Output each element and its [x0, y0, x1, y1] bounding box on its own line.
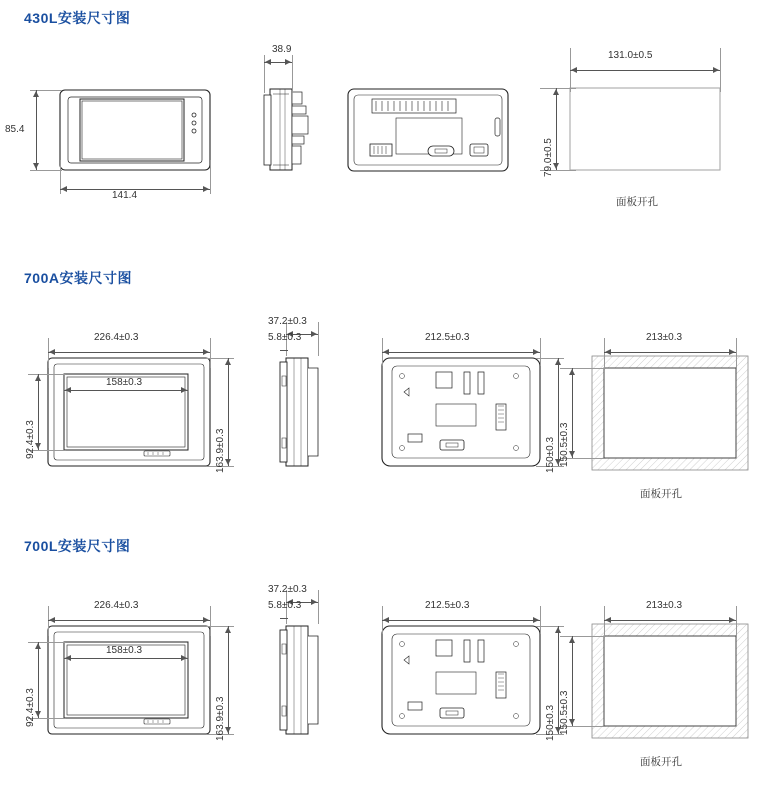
section-title-700l: 700L安装尺寸图: [24, 538, 131, 554]
drawing-700l-front-view: [44, 620, 224, 740]
section-title-700a: 700A安装尺寸图: [24, 270, 132, 286]
drawing-700a-side-view: [274, 352, 334, 472]
drawing-430l-rear-view: [340, 70, 520, 180]
caption-700a-cutout: 面板开孔: [640, 488, 682, 500]
drawing-430l-side-view: [256, 70, 326, 180]
drawing-700l-cutout-view: [588, 620, 758, 745]
drawing-700a-front-view: [44, 352, 224, 472]
drawing-430l-cutout-view: [560, 70, 740, 180]
caption-430l-cutout: 面板开孔: [616, 196, 658, 208]
drawing-700a-rear-view: [378, 352, 548, 472]
caption-700l-cutout: 面板开孔: [640, 756, 682, 768]
drawing-430l-front-view: [24, 70, 224, 180]
drawing-700a-cutout-view: [588, 352, 758, 477]
drawing-700l-rear-view: [378, 620, 548, 740]
drawing-700l-side-view: [274, 620, 334, 740]
section-title-430l: 430L安装尺寸图: [24, 10, 131, 26]
